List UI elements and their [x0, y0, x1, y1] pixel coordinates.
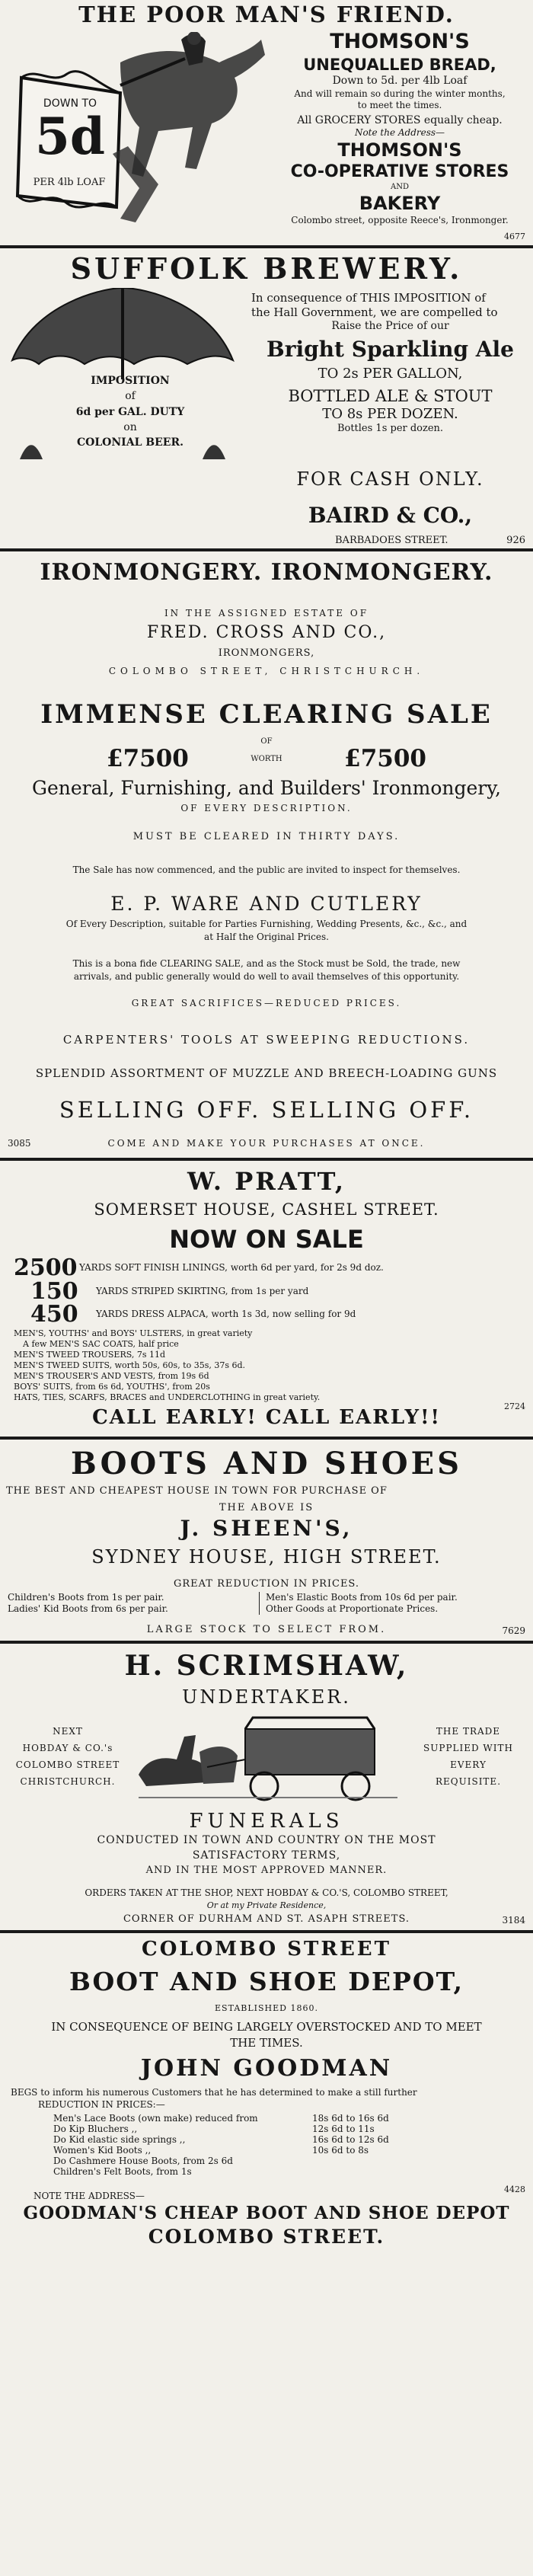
- left-info: [11, 1723, 125, 1790]
- ad-number: 7629: [502, 1625, 525, 1636]
- info-line: SUPPLIED WITH: [423, 1743, 513, 1753]
- ad-title: COLOMBO STREET: [142, 1938, 391, 1961]
- hearse-illustration: [131, 1714, 405, 1805]
- price-row: [53, 2124, 495, 2134]
- ad-title: SUFFOLK BREWERY.: [70, 251, 463, 286]
- text-line: This is a bona fide CLEARING SALE, and as the Stock must be Sold, the trade, new: [72, 958, 461, 969]
- text-line: General, Furnishing, and Builders' Ironmongery,: [32, 777, 501, 799]
- umbrella-text: IMPOSITION: [91, 375, 170, 387]
- ad-number: 3085: [8, 1138, 31, 1149]
- price-line: Other Goods at Proportionate Prices.: [266, 1603, 439, 1614]
- list-item: MEN'S TROUSER'S AND VESTS, from 19s 6d: [14, 1371, 209, 1381]
- text-line: at Half the Original Prices.: [204, 932, 329, 942]
- ad-title: H. SCRIMSHAW,: [124, 1650, 409, 1682]
- divider: [0, 245, 533, 248]
- bakery-name: BAKERY: [359, 193, 441, 214]
- text-line: COLOMBO STREET, CHRISTCHURCH.: [108, 666, 425, 676]
- text-line: Bottles 1s per dozen.: [337, 423, 444, 435]
- text-line: Raise the Price of our: [331, 319, 449, 332]
- text-line: LARGE STOCK TO SELECT FROM.: [146, 1624, 387, 1635]
- text-line: Down to 5d. per 4lb Loaf: [332, 75, 468, 87]
- ad-number: 4677: [504, 232, 525, 241]
- sale-item: [14, 1300, 531, 1328]
- address: Colombo street, opposite Reece's, Ironmonger.: [291, 215, 509, 225]
- subtitle: UNDERTAKER.: [182, 1686, 351, 1708]
- sale-items: [14, 1254, 531, 1328]
- ad-suffolk-brewery: [0, 251, 533, 546]
- text-line: CORNER OF DURHAM AND ST. ASAPH STREETS.: [123, 1913, 410, 1925]
- text-line: arrivals, and public generally would do well to avail themselves of this opportunity.: [73, 971, 460, 982]
- price-list: [53, 2113, 495, 2177]
- merchant-name: JOHN GOODMAN: [140, 2055, 393, 2082]
- amount: £7500: [107, 745, 189, 772]
- info-line: HOBDAY & CO.'s: [22, 1743, 113, 1753]
- info-line: EVERY: [450, 1759, 487, 1770]
- text-line: BEGS to inform his numerous Customers that he has determined to make a still further: [11, 2087, 417, 2098]
- text-line: SATISFACTORY TERMS,: [192, 1849, 341, 1862]
- text-line: BOTTLED ALE & STOUT: [288, 386, 493, 405]
- headline: IMMENSE CLEARING SALE: [40, 699, 493, 730]
- info-line: COLOMBO STREET: [15, 1759, 120, 1770]
- ad-title: W. PRATT,: [187, 1167, 346, 1196]
- list-item: HATS, TIES, SCARFS, BRACES and UNDERCLOTHING in great variety.: [14, 1392, 321, 1402]
- text-line: SPLENDID ASSORTMENT OF MUZZLE AND BREECH-LOADING GUNS: [35, 1066, 498, 1080]
- price-row: [53, 2156, 495, 2166]
- headline: UNEQUALLED BREAD,: [303, 55, 496, 74]
- ad-title-main: BOOT AND SHOE DEPOT,: [69, 1967, 464, 1996]
- text-line: OF: [260, 737, 273, 746]
- ad-scrimshaw-undertaker: [0, 1647, 533, 1926]
- text-line: COME AND MAKE YOUR PURCHASES AT ONCE.: [107, 1138, 426, 1149]
- text-line: OF EVERY DESCRIPTION.: [180, 803, 353, 813]
- text-line: IRONMONGERS,: [218, 647, 315, 659]
- text-line: THE TIMES.: [230, 2036, 303, 2050]
- subtitle: SOMERSET HOUSE, CASHEL STREET.: [94, 1200, 439, 1219]
- text-line: MUST BE CLEARED IN THIRTY DAYS.: [132, 831, 401, 842]
- item-qty: 150: [30, 1277, 78, 1305]
- amount: £7500: [344, 745, 426, 772]
- price-item: Women's Kid Boots ,,: [53, 2145, 152, 2156]
- text-line: ESTABLISHED 1860.: [215, 2003, 318, 2013]
- price-line: Ladies' Kid Boots from 6s per pair.: [8, 1603, 168, 1614]
- umbrella-panel: [50, 373, 210, 450]
- ad-number: 4428: [504, 2184, 525, 2194]
- text-line: GREAT SACRIFICES—REDUCED PRICES.: [131, 998, 402, 1008]
- shop-name: J. SHEEN'S,: [180, 1516, 353, 1541]
- text-line: In consequence of THIS IMPOSITION of: [251, 291, 486, 305]
- price-row: [53, 2134, 495, 2145]
- price-column-left: [8, 1592, 259, 1615]
- text-line: FRED. CROSS AND CO.,: [146, 623, 387, 642]
- flag-text-top: DOWN TO: [43, 97, 97, 110]
- umbrella-text: on: [123, 420, 137, 433]
- ad-number: 2724: [504, 1401, 525, 1411]
- umbrella-text: of: [125, 390, 136, 403]
- divider: [0, 1437, 533, 1440]
- brand-name: THOMSON'S: [330, 30, 470, 53]
- divider: [0, 548, 533, 551]
- text-line: TO 2s PER GALLON,: [318, 366, 463, 382]
- text-line: NOTE THE ADDRESS—: [34, 2191, 145, 2201]
- text-line: ORDERS TAKEN AT THE SHOP, NEXT HOBDAY & CO.'S, COLOMBO STREET,: [85, 1887, 448, 1898]
- price-item: Children's Felt Boots, from 1s: [53, 2166, 192, 2177]
- ad-title: THE POOR MAN'S FRIEND.: [78, 2, 455, 27]
- info-line: CHRISTCHURCH.: [20, 1776, 116, 1787]
- shop-address: SYDNEY HOUSE, HIGH STREET.: [91, 1546, 442, 1568]
- funerals-heading: FUNERALS: [189, 1810, 344, 1833]
- store-name: CO-OPERATIVE STORES: [290, 162, 509, 181]
- price-value: 16s 6d to 12s 6d: [312, 2134, 389, 2145]
- text-line: THE BEST AND CHEAPEST HOUSE IN TOWN FOR PURCHASE OF: [6, 1485, 388, 1497]
- item-qty: 450: [30, 1300, 78, 1328]
- text-line: CARPENTERS' TOOLS AT SWEEPING REDUCTIONS.: [62, 1033, 471, 1047]
- text-line: GREAT REDUCTION IN PRICES.: [173, 1578, 360, 1590]
- price-row: [53, 2113, 495, 2124]
- text-line: REDUCTION IN PRICES:—: [38, 2099, 165, 2110]
- text-line: to meet the times.: [357, 99, 442, 110]
- firm-street: BARBADOES STREET.: [335, 535, 448, 546]
- text-line: CONDUCTED IN TOWN AND COUNTRY ON THE MOST: [97, 1834, 436, 1846]
- divider: [0, 1641, 533, 1644]
- info-line: NEXT: [53, 1726, 83, 1737]
- sale-item: [14, 1277, 531, 1305]
- item-text: YARDS STRIPED SKIRTING, from 1s per yard: [96, 1286, 309, 1296]
- text-line: AND IN THE MOST APPROVED MANNER.: [145, 1865, 388, 1876]
- footer-line: COLOMBO STREET.: [148, 2226, 385, 2248]
- divider: [0, 1158, 533, 1161]
- flag-price: 5d: [34, 107, 106, 166]
- ad-thomsons-bread: [0, 0, 533, 245]
- price-line: Children's Boots from 1s per pair.: [8, 1592, 164, 1603]
- headline: NOW ON SALE: [169, 1225, 364, 1254]
- list-item: MEN'S, YOUTHS' and BOYS' ULSTERS, in great variety: [14, 1328, 253, 1338]
- text-line: Or at my Private Residence,: [206, 1900, 327, 1910]
- list-item: BOYS' SUITS, from 6s 6d, YOUTHS', from 20s: [14, 1382, 210, 1392]
- text-line: E. P. WARE AND CUTLERY: [110, 893, 423, 915]
- text-line: TO 8s PER DOZEN.: [322, 405, 458, 422]
- text-line: Of Every Description, suitable for Parties Furnishing, Wedding Presents, &c., &c., and: [65, 919, 468, 929]
- info-line: REQUISITE.: [435, 1776, 502, 1787]
- list-item: A few MEN'S SAC COATS, half price: [23, 1339, 179, 1349]
- text-line: SELLING OFF. SELLING OFF.: [59, 1097, 474, 1123]
- divider: [0, 1930, 533, 1933]
- text-line: Note the Address—: [354, 127, 445, 138]
- text-line: The Sale has now commenced, and the public are invited to inspect for themselves.: [72, 865, 461, 875]
- text-line: the Hall Government, we are compelled to: [251, 305, 498, 319]
- text-line: IN CONSEQUENCE OF BEING LARGELY OVERSTOCKED AND TO MEET: [51, 2020, 482, 2034]
- clothing-list: [14, 1328, 440, 1403]
- price-item: Men's Lace Boots (own make) reduced from: [53, 2113, 258, 2124]
- sale-item: [14, 1255, 531, 1280]
- ad-w-pratt: [0, 1164, 533, 1429]
- item-text: YARDS SOFT FINISH LININGS, worth 6d per yard, for 2s 9d doz.: [79, 1262, 384, 1273]
- ad-title: IRONMONGERY. IRONMONGERY.: [40, 559, 493, 586]
- flag-text-bottom: PER 4lb LOAF: [33, 177, 106, 188]
- text-line: All GROCERY STORES equally cheap.: [297, 113, 503, 126]
- list-item: MEN'S TWEED SUITS, worth 50s, 60s, to 35s, 37s 6d.: [14, 1360, 246, 1370]
- price-value: 18s 6d to 16s 6d: [312, 2113, 389, 2124]
- text-line: THE ABOVE IS: [219, 1502, 314, 1513]
- price-value: 12s 6d to 11s: [312, 2124, 375, 2134]
- list-item: MEN'S TWEED TROUSERS, 7s 11d: [14, 1350, 166, 1360]
- price-row: [53, 2166, 495, 2177]
- price-value: 10s 6d to 8s: [312, 2145, 369, 2156]
- call-early: CALL EARLY! CALL EARLY!!: [92, 1406, 441, 1429]
- text-line: WORTH: [251, 754, 282, 763]
- text-line: And will remain so during the winter months,: [294, 88, 506, 99]
- price-column-right: [259, 1592, 529, 1615]
- item-qty: 2500: [14, 1254, 78, 1281]
- price-row: [53, 2145, 495, 2156]
- price-line: Men's Elastic Boots from 10s 6d per pair.: [266, 1592, 458, 1603]
- price-item: Do Kid elastic side springs ,,: [53, 2134, 186, 2145]
- umbrella-text: COLONIAL BEER.: [77, 436, 184, 449]
- store-name: THOMSON'S: [337, 139, 462, 161]
- ad-boots-and-shoes-sheen: [0, 1443, 533, 1636]
- headline: Bright Sparkling Ale: [266, 337, 514, 362]
- text-line: IN THE ASSIGNED ESTATE OF: [164, 608, 369, 618]
- ad-number: 926: [506, 535, 525, 546]
- footer-line: GOODMAN'S CHEAP BOOT AND SHOE DEPOT: [23, 2203, 510, 2223]
- item-text: YARDS DRESS ALPACA, worth 1s 3d, now selling for 9d: [96, 1309, 356, 1319]
- price-item: Do Cashmere House Boots, from 2s 6d: [53, 2156, 233, 2166]
- price-item: Do Kip Bluchers ,,: [53, 2124, 138, 2134]
- text-line: AND: [391, 182, 409, 191]
- firm-name: BAIRD & CO.,: [308, 503, 473, 528]
- umbrella-text: 6d per GAL. DUTY: [75, 405, 185, 418]
- ad-ironmongery: [0, 555, 533, 1187]
- cash-only: FOR CASH ONLY.: [296, 468, 484, 490]
- info-line: THE TRADE: [436, 1726, 501, 1737]
- right-info: [411, 1723, 525, 1790]
- ad-goodman-boot-depot: [0, 1936, 533, 2576]
- ad-number: 3184: [502, 1915, 525, 1926]
- ad-title: BOOTS AND SHOES: [71, 1446, 462, 1481]
